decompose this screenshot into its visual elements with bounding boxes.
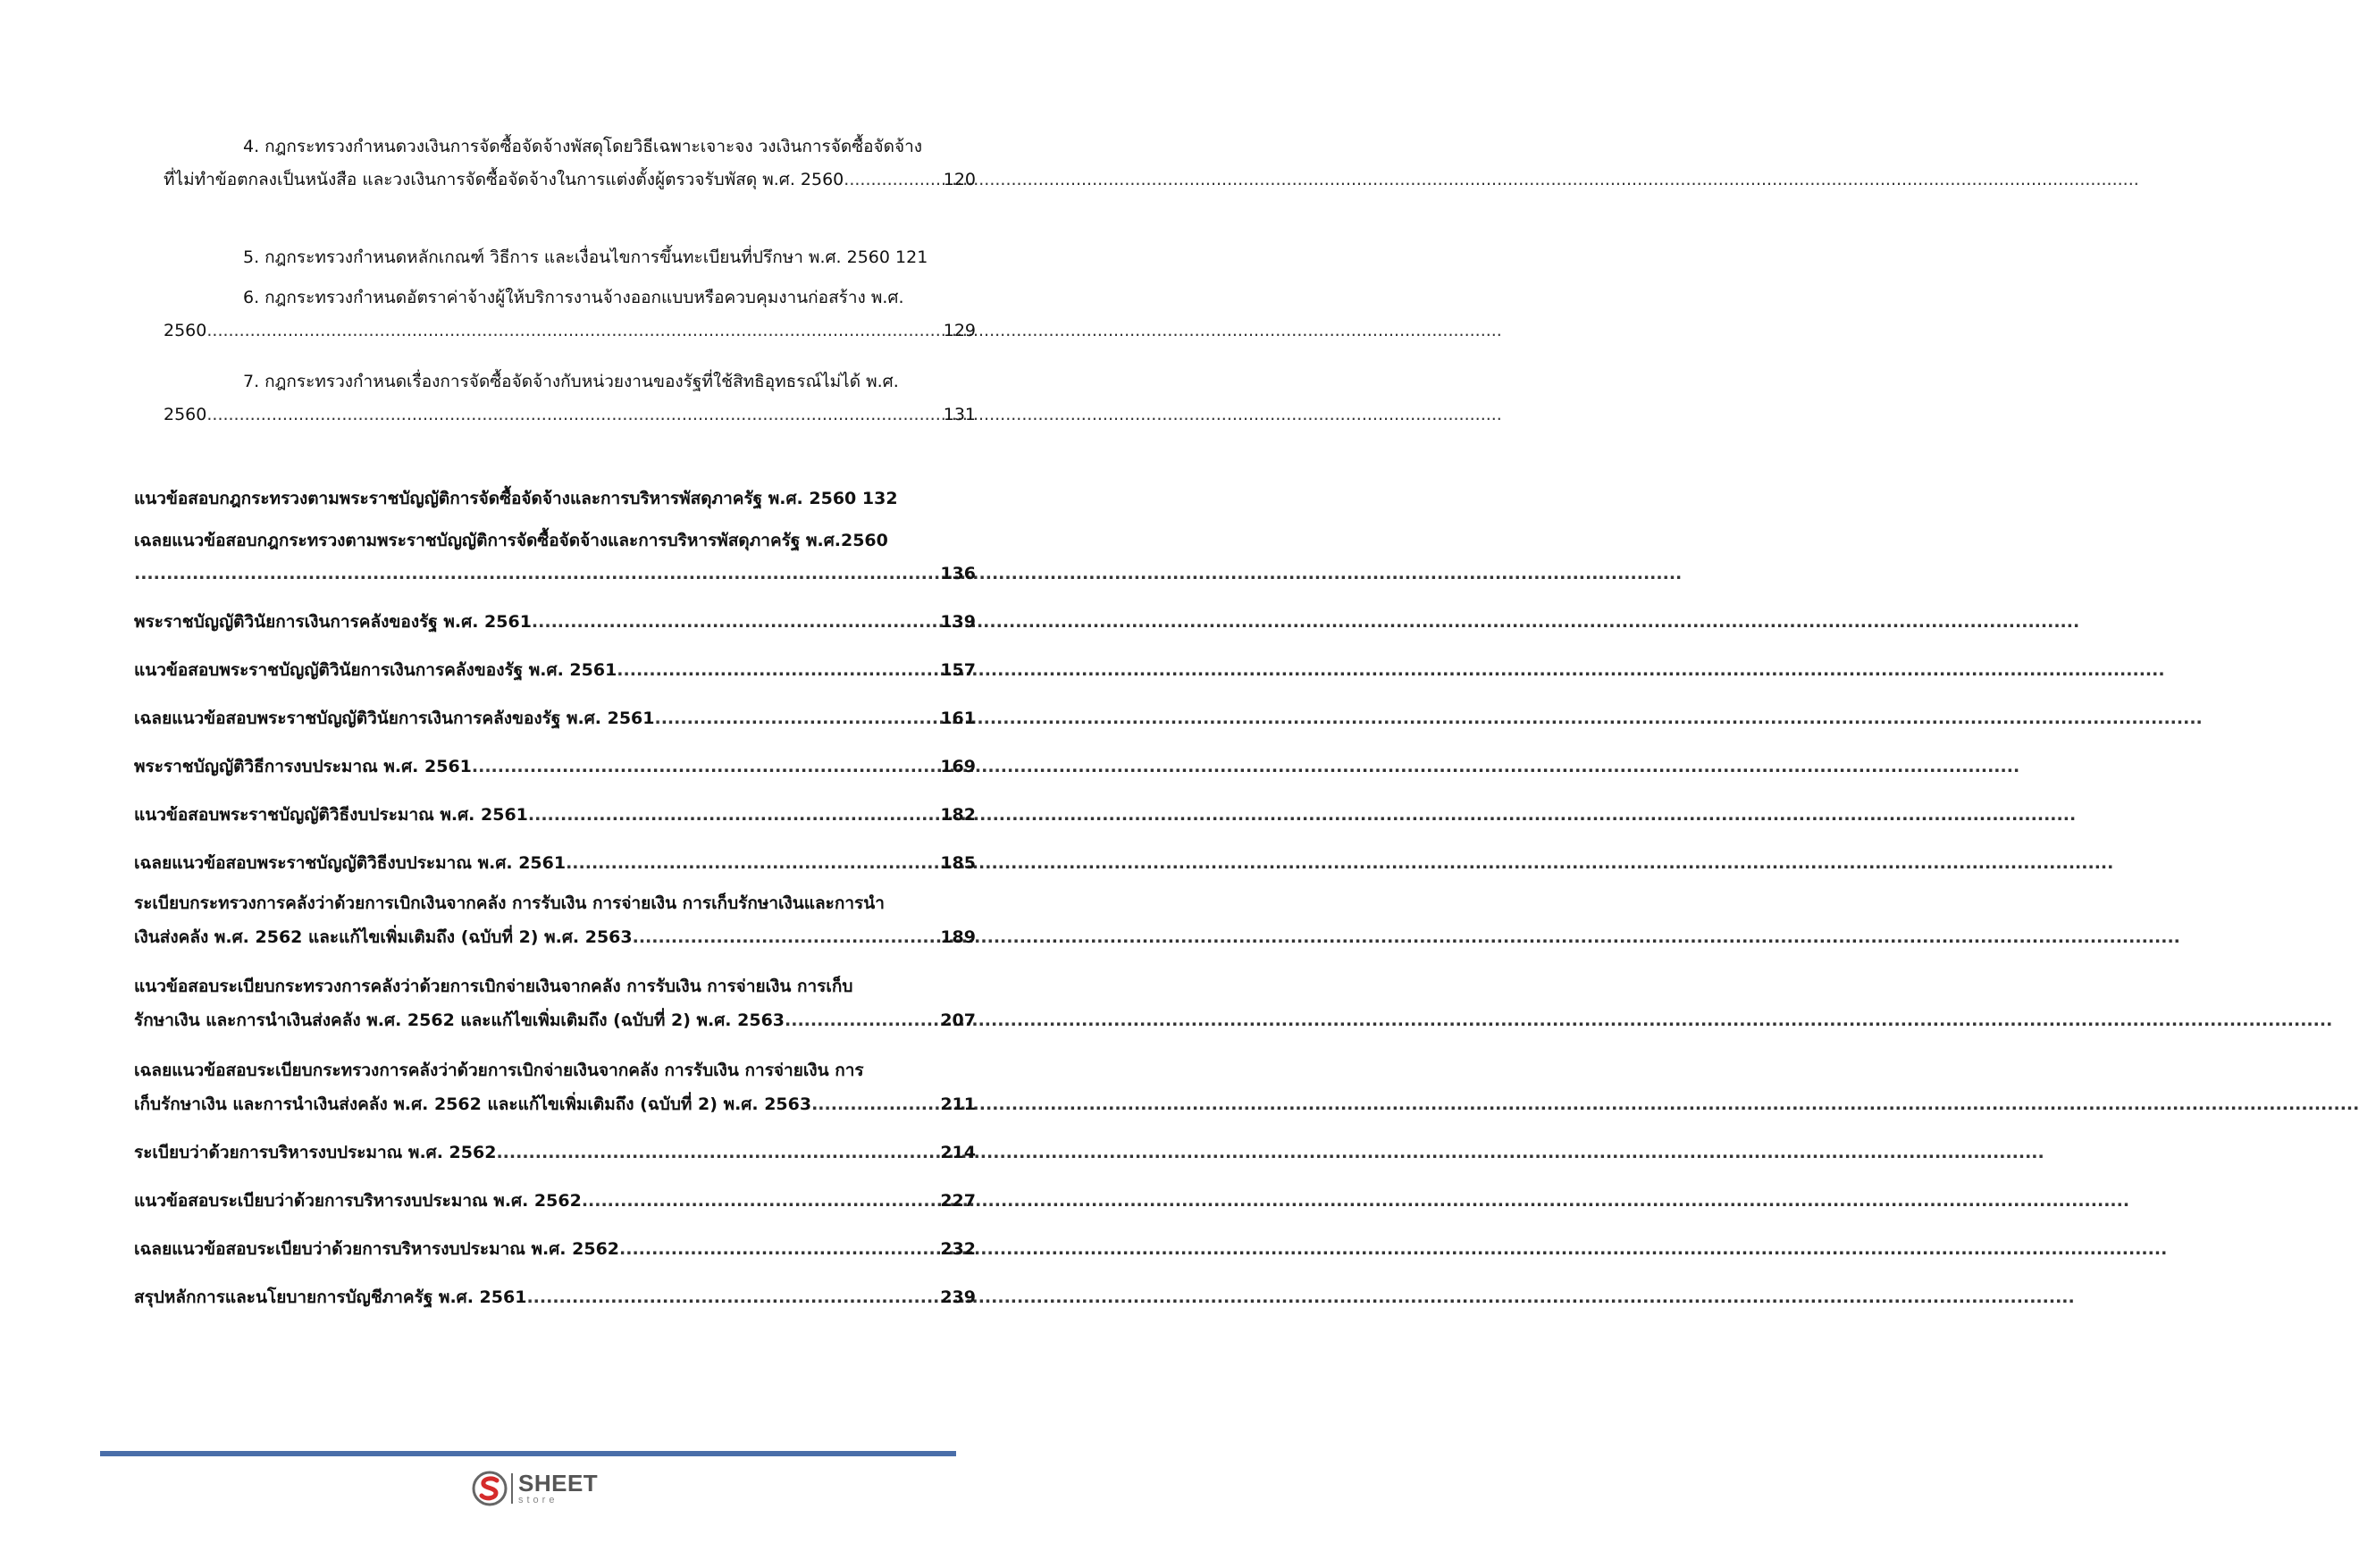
toc-page-number: 207 [940, 1010, 976, 1030]
logo-separator [511, 1473, 513, 1504]
toc-dot-leader [134, 561, 938, 587]
toc-entry-title: แนวข้อสอบพระราชบัญญัติวินัยการเงินการคลังของรัฐ พ.ศ. 2561 [134, 660, 617, 680]
toc-entry-title: แนวข้อสอบระเบียบว่าด้วยการบริหารงบประมาณ พ.ศ. 2562 [134, 1191, 582, 1211]
toc-entry-title: พระราชบัญญัติวิธีการงบประมาณ พ.ศ. 2561 [134, 757, 472, 776]
toc-dot-leader [206, 318, 941, 344]
toc-dot-leader [582, 1188, 939, 1214]
toc-entry-title: 5. กฎกระทรวงกำหนดหลักเกณฑ์ วิธีการ และเงื่อนไขการขึ้นทะเบียนที่ปรึกษา พ.ศ. 2560 121 [243, 247, 928, 267]
toc-entry-title: แนวข้อสอบพระราชบัญญัติวิธีงบประมาณ พ.ศ. 2561 [134, 805, 528, 825]
toc-dot-leader [785, 1008, 938, 1034]
toc-entry-title: พระราชบัญญัติวินัยการเงินการคลังของรัฐ พ.ศ. 2561 [134, 612, 532, 632]
sheet-store-logo-icon [472, 1471, 508, 1506]
toc-dot-leader [526, 1285, 938, 1311]
toc-entry-title: เฉลยแนวข้อสอบพระราชบัญญัติวินัยการเงินการคลังของรัฐ พ.ศ. 2561 [134, 709, 655, 728]
toc-page-number: 157 [940, 660, 976, 680]
toc-entry-title: เงินส่งคลัง พ.ศ. 2562 และแก้ไขเพิ่มเติมถึง (ฉบับที่ 2) พ.ศ. 2563 [134, 927, 633, 947]
toc-page-number: 214 [940, 1143, 976, 1162]
footer-rule [100, 1451, 956, 1456]
toc-entry-title-line1: เฉลยแนวข้อสอบระเบียบกระทรวงการคลังว่าด้วยการเบิกจ่ายเงินจากคลัง การรับเงิน การจ่ายเงิน การ [134, 1061, 864, 1080]
toc-entry-title-line1: เฉลยแนวข้อสอบกฎกระทรวงตามพระราชบัญญัติการจัดซื้อจัดจ้างและการบริหารพัสดุภาครัฐ พ.ศ.2560 [134, 531, 888, 550]
document-page [0, 0, 1108, 1568]
toc-dot-leader [528, 802, 938, 828]
toc-dot-leader [566, 851, 938, 876]
logo-subword: store [518, 1495, 558, 1505]
toc-dot-leader [206, 402, 941, 428]
toc-entry-title: แนวข้อสอบกฎกระทรวงตามพระราชบัญญัติการจัดซื้อจัดจ้างและการบริหารพัสดุภาครัฐ พ.ศ. 2560 132 [134, 489, 898, 508]
toc-entry-title: เก็บรักษาเงิน และการนำเงินส่งคลัง พ.ศ. 2562 และแก้ไขเพิ่มเติมถึง (ฉบับที่ 2) พ.ศ. 2563 [134, 1094, 812, 1114]
logo-text [518, 1472, 598, 1505]
toc-page-number: 161 [940, 709, 976, 728]
toc-entry-title: ที่ไม่ทำข้อตกลงเป็นหนังสือ และวงเงินการจัดซื้อจัดจ้างในการแต่งตั้งผู้ตรวจรับพัสดุ พ.ศ. 2560 [164, 170, 844, 189]
toc-page-number: 139 [940, 612, 976, 632]
toc-entry-title: 2560 [164, 405, 207, 424]
toc-entry-title: สรุปหลักการและนโยบายการบัญชีภาครัฐ พ.ศ. 2561 [134, 1287, 527, 1307]
toc-page-number: 131 [943, 405, 976, 424]
toc-dot-leader [619, 1237, 938, 1262]
toc-dot-leader [617, 658, 938, 683]
toc-page-number: 136 [940, 564, 976, 583]
toc-entry-title: รักษาเงิน และการนำเงินส่งคลัง พ.ศ. 2562 และแก้ไขเพิ่มเติมถึง (ฉบับที่ 2) พ.ศ. 2563 [134, 1010, 785, 1030]
logo-word: SHEET [518, 1470, 599, 1497]
toc-page-number: 182 [940, 805, 976, 825]
toc-entry-title: เฉลยแนวข้อสอบพระราชบัญญัติวิธีงบประมาณ พ.ศ. 2561 [134, 853, 567, 873]
toc-dot-leader [633, 925, 939, 951]
toc-page-number: 169 [940, 757, 976, 776]
toc-dot-leader [496, 1140, 938, 1166]
toc-entry-title: เฉลยแนวข้อสอบระเบียบว่าด้วยการบริหารงบประมาณ พ.ศ. 2562 [134, 1239, 620, 1259]
toc-entry-title-line1: 4. กฎกระทรวงกำหนดวงเงินการจัดซื้อจัดจ้างพัสดุโดยวิธีเฉพาะเจาะจง วงเงินการจัดซื้อจัดจ้าง [243, 137, 923, 156]
toc-page-number: 239 [940, 1287, 976, 1307]
toc-entry-title-line1: ระเบียบกระทรวงการคลังว่าด้วยการเบิกเงินจากคลัง การรับเงิน การจ่ายเงิน การเก็บรักษาเงินและการนำ [134, 893, 885, 913]
toc-dot-leader [811, 1092, 938, 1118]
toc-page-number: 120 [943, 170, 976, 189]
toc-page-number: 211 [940, 1094, 976, 1114]
toc-dot-leader [655, 706, 939, 732]
toc-entry-title: 2560 [164, 321, 207, 340]
toc-page-number: 227 [940, 1191, 976, 1211]
toc-page-number: 129 [943, 321, 976, 340]
toc-page-number: 232 [940, 1239, 976, 1259]
toc-dot-leader [532, 609, 938, 635]
toc-page-number: 185 [940, 853, 976, 873]
toc-entry-title-line1: 7. กฎกระทรวงกำหนดเรื่องการจัดซื้อจัดจ้างกับหน่วยงานของรัฐที่ใช้สิทธิอุทธรณ์ไม่ได้ พ.ศ. [243, 372, 899, 391]
toc-entry-title: ระเบียบว่าด้วยการบริหารงบประมาณ พ.ศ. 2562 [134, 1143, 497, 1162]
toc-dot-leader [472, 754, 938, 780]
sheet-store-logo [472, 1471, 598, 1506]
toc-entry-title-line1: 6. กฎกระทรวงกำหนดอัตราค่าจ้างผู้ให้บริการงานจ้างออกแบบหรือควบคุมงานก่อสร้าง พ.ศ. [243, 288, 904, 307]
toc-dot-leader [844, 167, 941, 193]
toc-entry-title-line1: แนวข้อสอบระเบียบกระทรวงการคลังว่าด้วยการเบิกจ่ายเงินจากคลัง การรับเงิน การจ่ายเงิน การเก็บ [134, 977, 853, 996]
toc-page-number: 189 [940, 927, 976, 947]
